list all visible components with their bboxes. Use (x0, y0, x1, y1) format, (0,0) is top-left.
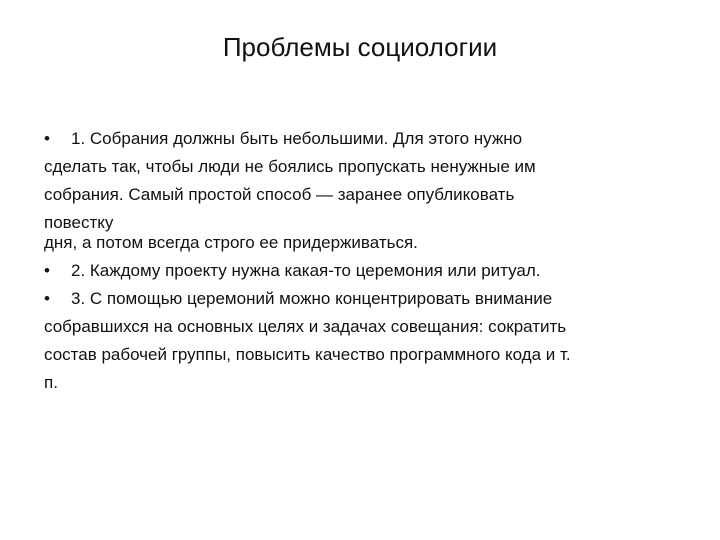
text-line (44, 290, 684, 318)
slide-body (44, 130, 684, 402)
bullet-text-3: 3. С помощью церемоний можно концентрировать внимание (71, 289, 553, 308)
continuation-text: состав рабочей группы, повысить качество программного кода и т. (44, 345, 571, 364)
text-line (44, 158, 684, 186)
continuation-text: сделать так, чтобы люди не боялись пропускать ненужные им (44, 157, 536, 176)
continuation-text: п. (44, 373, 58, 392)
continuation-text: собравшихся на основных целях и задачах совещания: сократить (44, 317, 567, 336)
bullet-text-1: 1. Собрания должны быть небольшими. Для этого нужно (71, 129, 523, 148)
bullet-text-2: 2. Каждому проекту нужна какая-то церемония или ритуал. (71, 261, 541, 280)
continuation-text: собрания. Самый простой способ — заранее опубликовать (44, 185, 515, 204)
bullet-icon: • (44, 129, 50, 148)
text-line (44, 262, 684, 290)
continuation-text: повестку (44, 213, 114, 232)
continuation-text: дня, а потом всегда строго ее придерживаться. (44, 233, 418, 252)
text-line (44, 130, 684, 158)
bullet-icon: • (44, 289, 50, 308)
text-line (44, 214, 684, 234)
text-line (44, 234, 684, 262)
slide-title: Проблемы социологии (222, 32, 498, 62)
text-line (44, 186, 684, 214)
text-line (44, 318, 684, 346)
text-line (44, 346, 684, 374)
text-line (44, 374, 684, 402)
bullet-icon: • (44, 261, 50, 280)
